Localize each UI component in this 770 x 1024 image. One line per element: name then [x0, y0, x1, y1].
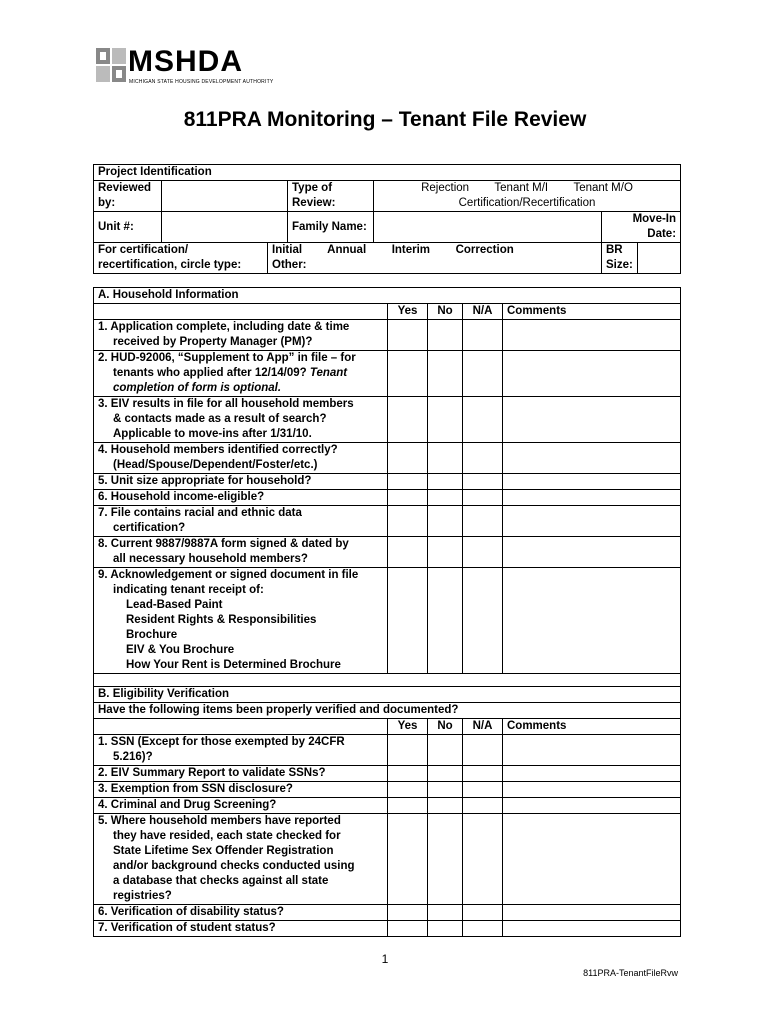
na-cell[interactable]: [463, 814, 503, 905]
comments-cell[interactable]: [503, 798, 681, 814]
br-size-field[interactable]: [638, 243, 681, 274]
table-row: [94, 735, 681, 766]
item-text: 9. Acknowledgement or signed document in file: [98, 569, 359, 581]
item-text: registries?: [113, 890, 172, 902]
na-cell[interactable]: [463, 474, 503, 490]
item-text: & contacts made as a result of search?: [113, 413, 327, 425]
sub-item: Lead-Based Paint: [126, 599, 223, 611]
item-text: 6. Household income-eligible?: [94, 490, 388, 506]
sub-item: Resident Rights & Responsibilities: [126, 614, 317, 626]
other-label: Other:: [272, 259, 307, 271]
na-cell[interactable]: [463, 782, 503, 798]
document-id: 811PRA-TenantFileRvw: [583, 968, 678, 978]
section-b-heading: B. Eligibility Verification: [94, 687, 681, 703]
item-text: 5. Where household members have reported: [98, 815, 341, 827]
table-row: [94, 474, 681, 490]
item-text: 5.216)?: [113, 751, 153, 763]
item-text: 7. File contains racial and ethnic data: [98, 507, 302, 519]
na-cell[interactable]: [463, 905, 503, 921]
comments-cell[interactable]: [503, 568, 681, 674]
table-row: [94, 351, 681, 397]
section-b-question: Have the following items been properly verified and documented?: [94, 703, 681, 719]
item-text: 5. Unit size appropriate for household?: [94, 474, 388, 490]
comments-cell[interactable]: [503, 320, 681, 351]
mshda-logo-mark-icon: [96, 48, 126, 84]
item-italic: completion of form is optional.: [113, 382, 282, 394]
no-cell[interactable]: [428, 921, 463, 937]
item-text: 4. Criminal and Drug Screening?: [94, 798, 388, 814]
page-number: 1: [381, 952, 389, 966]
col-comments: Comments: [503, 719, 681, 735]
col-na: N/A: [463, 719, 503, 735]
comments-cell[interactable]: [503, 735, 681, 766]
item-text: 2. HUD-92006, “Supplement to App” in file – for: [98, 352, 356, 364]
yes-cell[interactable]: [388, 735, 428, 766]
table-row: [94, 320, 681, 351]
comments-cell[interactable]: [503, 905, 681, 921]
for-certification-label: For certification/ recertification, circle type:: [94, 243, 268, 274]
item-text: 1. Application complete, including date & time: [98, 321, 350, 333]
type-of-review-label: Type of Review:: [288, 181, 374, 212]
table-row: [94, 798, 681, 814]
item-text: indicating tenant receipt of:: [113, 584, 264, 596]
na-cell[interactable]: [463, 320, 503, 351]
item-text: received by Property Manager (PM)?: [113, 336, 313, 348]
table-row: [94, 397, 681, 443]
unit-field[interactable]: [162, 212, 288, 243]
item-text: 8. Current 9887/9887A form signed & dated by: [98, 538, 349, 550]
item-text: 6. Verification of disability status?: [94, 905, 388, 921]
comments-cell[interactable]: [503, 782, 681, 798]
table-row: [94, 506, 681, 537]
table-row: [94, 568, 681, 674]
na-cell[interactable]: [463, 921, 503, 937]
no-cell[interactable]: [428, 568, 463, 674]
review-options-line2: Certification/Recertification: [458, 197, 596, 209]
col-yes: Yes: [388, 304, 428, 320]
project-identification-table: [93, 164, 680, 274]
yes-cell[interactable]: [388, 921, 428, 937]
yes-cell[interactable]: [388, 905, 428, 921]
yes-cell[interactable]: [388, 474, 428, 490]
no-cell[interactable]: [428, 814, 463, 905]
item-text: State Lifetime Sex Offender Registration: [113, 845, 334, 857]
no-cell[interactable]: [428, 905, 463, 921]
table-row: [94, 782, 681, 798]
comments-cell[interactable]: [503, 443, 681, 474]
page-title: 811PRA Monitoring – Tenant File Review: [183, 108, 587, 131]
na-cell[interactable]: [463, 735, 503, 766]
reviewed-by-field[interactable]: [162, 181, 288, 212]
comments-cell[interactable]: [503, 814, 681, 905]
item-italic: Tenant: [309, 367, 348, 379]
item-text: they have resided, each state checked for: [113, 830, 341, 842]
move-in-date-label: Move-In Date:: [602, 212, 681, 243]
yes-cell[interactable]: [388, 506, 428, 537]
na-cell[interactable]: [463, 766, 503, 782]
yes-cell[interactable]: [388, 537, 428, 568]
reviewed-by-label: Reviewed by:: [94, 181, 162, 212]
table-row: [94, 921, 681, 937]
cert-types: Initial Annual Interim Correction: [272, 244, 514, 256]
comments-cell[interactable]: [503, 537, 681, 568]
comments-cell[interactable]: [503, 397, 681, 443]
item-text: tenants who applied after 12/14/09?: [113, 367, 307, 379]
yes-cell[interactable]: [388, 782, 428, 798]
item-text: [98, 366, 383, 381]
no-cell[interactable]: [428, 351, 463, 397]
row-spacer: [94, 674, 681, 687]
col-no: No: [428, 304, 463, 320]
table-row: [94, 443, 681, 474]
item-text: 2. EIV Summary Report to validate SSNs?: [94, 766, 388, 782]
table-row: [94, 490, 681, 506]
no-cell[interactable]: [428, 766, 463, 782]
family-name-field[interactable]: [374, 212, 602, 243]
sub-item: How Your Rent is Determined Brochure: [126, 659, 341, 671]
type-of-review-options[interactable]: [374, 181, 681, 212]
item-text: certification?: [113, 522, 186, 534]
col-comments: Comments: [503, 304, 681, 320]
no-cell[interactable]: [428, 798, 463, 814]
logo-subtitle: MICHIGAN STATE HOUSING DEVELOPMENT AUTHORITY: [129, 79, 274, 85]
comments-cell[interactable]: [503, 474, 681, 490]
no-cell[interactable]: [428, 397, 463, 443]
no-cell[interactable]: [428, 474, 463, 490]
review-options-line1: Rejection Tenant M/I Tenant M/O: [421, 182, 633, 194]
na-cell[interactable]: [463, 798, 503, 814]
no-cell[interactable]: [428, 320, 463, 351]
no-cell[interactable]: [428, 443, 463, 474]
table-row: [94, 537, 681, 568]
no-cell[interactable]: [428, 506, 463, 537]
yes-cell[interactable]: [388, 351, 428, 397]
yes-cell[interactable]: [388, 320, 428, 351]
yes-cell[interactable]: [388, 397, 428, 443]
table-row: [94, 905, 681, 921]
household-information-table: [93, 287, 680, 937]
br-size-label: BR Size:: [602, 243, 638, 274]
yes-cell[interactable]: [388, 766, 428, 782]
project-identification-label: Project Identification: [94, 165, 681, 181]
item-text: 1. SSN (Except for those exempted by 24CFR: [98, 736, 345, 748]
col-no: No: [428, 719, 463, 735]
no-cell[interactable]: [428, 782, 463, 798]
certification-type-options[interactable]: [268, 243, 602, 274]
yes-cell[interactable]: [388, 443, 428, 474]
item-text: 4. Household members identified correctly?: [98, 444, 338, 456]
yes-cell[interactable]: [388, 490, 428, 506]
item-text: all necessary household members?: [113, 553, 308, 565]
item-text: (Head/Spouse/Dependent/Foster/etc.): [113, 459, 318, 471]
item-text: Applicable to move-ins after 1/31/10.: [113, 428, 312, 440]
item-text: 3. EIV results in file for all household members: [98, 398, 354, 410]
item-text: 3. Exemption from SSN disclosure?: [94, 782, 388, 798]
table-row: [94, 766, 681, 782]
unit-label: Unit #:: [94, 212, 162, 243]
sub-item: Brochure: [126, 629, 178, 641]
item-text: and/or background checks conducted using: [113, 860, 355, 872]
na-cell[interactable]: [463, 397, 503, 443]
na-cell[interactable]: [463, 351, 503, 397]
na-cell[interactable]: [463, 537, 503, 568]
na-cell[interactable]: [463, 490, 503, 506]
logo-text: MSHDA: [128, 45, 243, 78]
comments-cell[interactable]: [503, 490, 681, 506]
yes-cell[interactable]: [388, 568, 428, 674]
na-cell[interactable]: [463, 443, 503, 474]
col-na: N/A: [463, 304, 503, 320]
no-cell[interactable]: [428, 537, 463, 568]
sub-item: EIV & You Brochure: [126, 644, 235, 656]
table-row: [94, 814, 681, 905]
comments-cell[interactable]: [503, 506, 681, 537]
comments-cell[interactable]: [503, 351, 681, 397]
item-text: a database that checks against all state: [113, 875, 329, 887]
na-cell[interactable]: [463, 568, 503, 674]
yes-cell[interactable]: [388, 814, 428, 905]
no-cell[interactable]: [428, 735, 463, 766]
family-name-label: Family Name:: [288, 212, 374, 243]
comments-cell[interactable]: [503, 921, 681, 937]
no-cell[interactable]: [428, 490, 463, 506]
col-yes: Yes: [388, 719, 428, 735]
comments-cell[interactable]: [503, 766, 681, 782]
yes-cell[interactable]: [388, 798, 428, 814]
item-text: 7. Verification of student status?: [94, 921, 388, 937]
section-a-heading: A. Household Information: [94, 288, 681, 304]
na-cell[interactable]: [463, 506, 503, 537]
